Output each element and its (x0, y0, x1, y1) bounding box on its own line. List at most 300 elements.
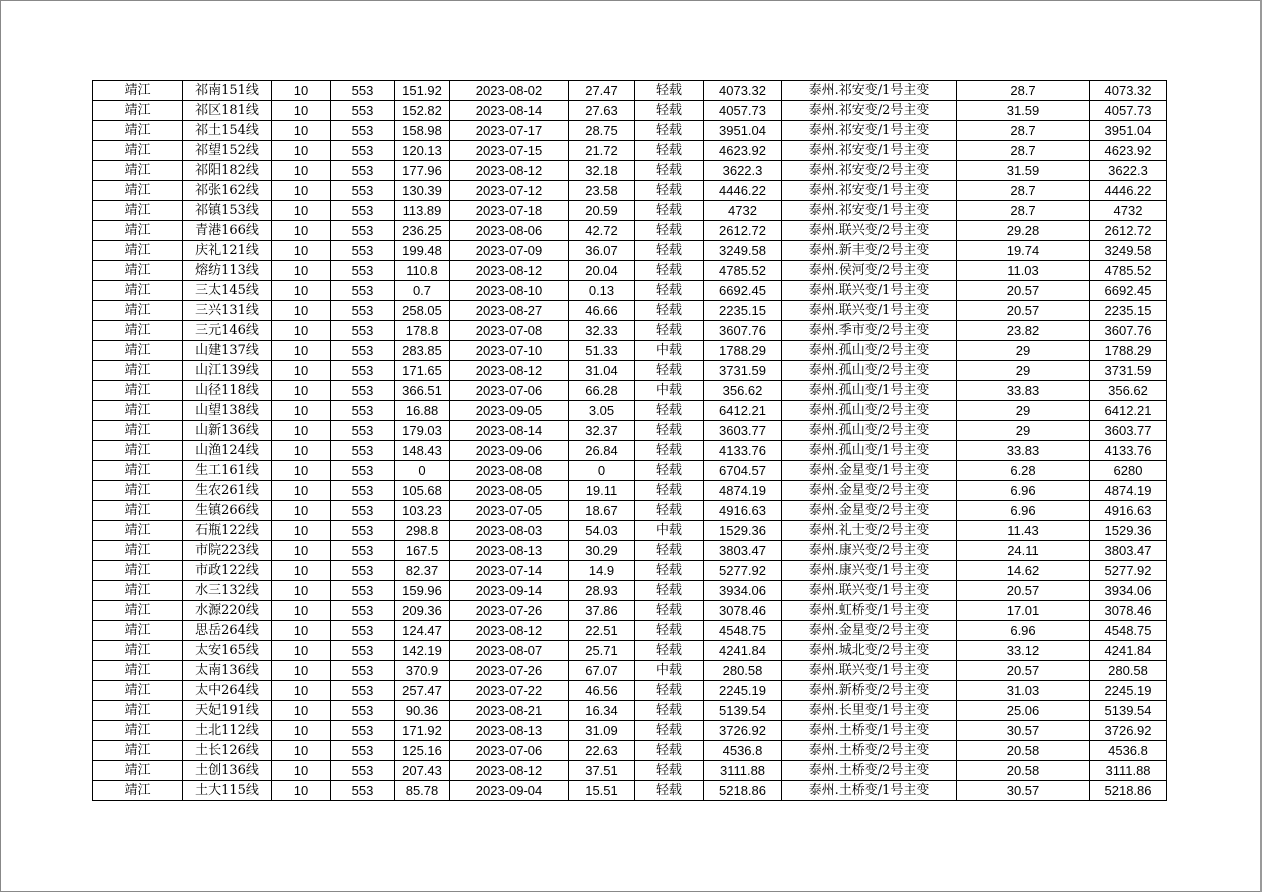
load-status-cell: 轻载 (635, 541, 704, 561)
load-status-cell: 中载 (635, 661, 704, 681)
district-cell: 靖江 (93, 101, 183, 121)
transformer-cell: 泰州.侯河变/2号主变 (782, 261, 957, 281)
load-cell: 207.43 (395, 761, 450, 781)
load-status-cell: 轻载 (635, 681, 704, 701)
open-capacity-cell: 3249.58 (1090, 241, 1167, 261)
available-capacity-cell: 3951.04 (704, 121, 782, 141)
transformer-rate-cell: 29 (957, 341, 1090, 361)
open-capacity-cell: 2245.19 (1090, 681, 1167, 701)
capacity-cell: 553 (331, 781, 395, 801)
line-name-cell: 石瓶122线 (183, 521, 272, 541)
transformer-rate-cell: 14.62 (957, 561, 1090, 581)
open-capacity-cell: 3603.77 (1090, 421, 1167, 441)
table-row (93, 781, 1167, 801)
rate-cell: 46.56 (569, 681, 635, 701)
district-cell: 靖江 (93, 381, 183, 401)
open-capacity-cell: 3951.04 (1090, 121, 1167, 141)
date-cell: 2023-08-13 (450, 541, 569, 561)
line-name-cell: 生工161线 (183, 461, 272, 481)
rate-cell: 25.71 (569, 641, 635, 661)
transformer-cell: 泰州.孤山变/2号主变 (782, 421, 957, 441)
transformer-rate-cell: 6.96 (957, 621, 1090, 641)
table-row (93, 601, 1167, 621)
transformer-rate-cell: 30.57 (957, 781, 1090, 801)
line-name-cell: 天妃191线 (183, 701, 272, 721)
open-capacity-cell: 2612.72 (1090, 221, 1167, 241)
capacity-cell: 553 (331, 601, 395, 621)
transformer-rate-cell: 30.57 (957, 721, 1090, 741)
load-status-cell: 轻载 (635, 141, 704, 161)
load-status-cell: 中载 (635, 521, 704, 541)
load-status-cell: 轻载 (635, 101, 704, 121)
transformer-cell: 泰州.土桥变/1号主变 (782, 781, 957, 801)
transformer-cell: 泰州.祁安变/1号主变 (782, 81, 957, 101)
table-row (93, 561, 1167, 581)
load-status-cell: 轻载 (635, 241, 704, 261)
district-cell: 靖江 (93, 401, 183, 421)
transformer-rate-cell: 33.12 (957, 641, 1090, 661)
available-capacity-cell: 2612.72 (704, 221, 782, 241)
table-row (93, 741, 1167, 761)
load-status-cell: 轻载 (635, 701, 704, 721)
transformer-cell: 泰州.孤山变/2号主变 (782, 401, 957, 421)
load-status-cell: 轻载 (635, 621, 704, 641)
load-status-cell: 轻载 (635, 421, 704, 441)
voltage-cell: 10 (272, 521, 331, 541)
transformer-cell: 泰州.新桥变/2号主变 (782, 681, 957, 701)
transformer-cell: 泰州.联兴变/1号主变 (782, 661, 957, 681)
available-capacity-cell: 4536.8 (704, 741, 782, 761)
capacity-cell: 553 (331, 261, 395, 281)
voltage-cell: 10 (272, 721, 331, 741)
transformer-cell: 泰州.康兴变/1号主变 (782, 561, 957, 581)
voltage-cell: 10 (272, 161, 331, 181)
rate-cell: 30.29 (569, 541, 635, 561)
date-cell: 2023-08-13 (450, 721, 569, 741)
open-capacity-cell: 4916.63 (1090, 501, 1167, 521)
available-capacity-cell: 4548.75 (704, 621, 782, 641)
line-name-cell: 市政122线 (183, 561, 272, 581)
rate-cell: 54.03 (569, 521, 635, 541)
date-cell: 2023-08-08 (450, 461, 569, 481)
rate-cell: 31.04 (569, 361, 635, 381)
rate-cell: 22.51 (569, 621, 635, 641)
open-capacity-cell: 1529.36 (1090, 521, 1167, 541)
capacity-cell: 553 (331, 361, 395, 381)
voltage-cell: 10 (272, 461, 331, 481)
open-capacity-cell: 4073.32 (1090, 81, 1167, 101)
transformer-rate-cell: 23.82 (957, 321, 1090, 341)
transformer-rate-cell: 20.57 (957, 281, 1090, 301)
line-name-cell: 市院223线 (183, 541, 272, 561)
table-row (93, 701, 1167, 721)
available-capacity-cell: 6412.21 (704, 401, 782, 421)
voltage-cell: 10 (272, 321, 331, 341)
line-name-cell: 山建137线 (183, 341, 272, 361)
district-cell: 靖江 (93, 201, 183, 221)
rate-cell: 66.28 (569, 381, 635, 401)
load-cell: 105.68 (395, 481, 450, 501)
transformer-cell: 泰州.金星变/2号主变 (782, 501, 957, 521)
capacity-cell: 553 (331, 181, 395, 201)
open-capacity-cell: 3607.76 (1090, 321, 1167, 341)
transformer-rate-cell: 28.7 (957, 121, 1090, 141)
transformer-cell: 泰州.祁安变/1号主变 (782, 121, 957, 141)
rate-cell: 22.63 (569, 741, 635, 761)
table-row (93, 501, 1167, 521)
line-name-cell: 三兴131线 (183, 301, 272, 321)
voltage-cell: 10 (272, 361, 331, 381)
voltage-cell: 10 (272, 101, 331, 121)
voltage-cell: 10 (272, 121, 331, 141)
load-status-cell: 轻载 (635, 201, 704, 221)
transformer-rate-cell: 33.83 (957, 441, 1090, 461)
available-capacity-cell: 4057.73 (704, 101, 782, 121)
available-capacity-cell: 3726.92 (704, 721, 782, 741)
data-table (92, 80, 1167, 801)
transformer-rate-cell: 6.28 (957, 461, 1090, 481)
load-status-cell: 轻载 (635, 601, 704, 621)
transformer-rate-cell: 20.58 (957, 741, 1090, 761)
load-cell: 258.05 (395, 301, 450, 321)
available-capacity-cell: 4133.76 (704, 441, 782, 461)
load-status-cell: 轻载 (635, 581, 704, 601)
transformer-rate-cell: 33.83 (957, 381, 1090, 401)
voltage-cell: 10 (272, 221, 331, 241)
open-capacity-cell: 4785.52 (1090, 261, 1167, 281)
transformer-rate-cell: 31.59 (957, 161, 1090, 181)
rate-cell: 27.63 (569, 101, 635, 121)
transformer-rate-cell: 25.06 (957, 701, 1090, 721)
load-cell: 110.8 (395, 261, 450, 281)
rate-cell: 27.47 (569, 81, 635, 101)
district-cell: 靖江 (93, 761, 183, 781)
table-row (93, 221, 1167, 241)
open-capacity-cell: 280.58 (1090, 661, 1167, 681)
line-name-cell: 山望138线 (183, 401, 272, 421)
transformer-cell: 泰州.祁安变/1号主变 (782, 181, 957, 201)
rate-cell: 36.07 (569, 241, 635, 261)
date-cell: 2023-08-06 (450, 221, 569, 241)
rate-cell: 14.9 (569, 561, 635, 581)
table-row (93, 261, 1167, 281)
available-capacity-cell: 2235.15 (704, 301, 782, 321)
district-cell: 靖江 (93, 441, 183, 461)
load-cell: 130.39 (395, 181, 450, 201)
voltage-cell: 10 (272, 261, 331, 281)
date-cell: 2023-08-12 (450, 361, 569, 381)
transformer-rate-cell: 11.43 (957, 521, 1090, 541)
open-capacity-cell: 3726.92 (1090, 721, 1167, 741)
line-name-cell: 思岳264线 (183, 621, 272, 641)
district-cell: 靖江 (93, 421, 183, 441)
load-status-cell: 轻载 (635, 281, 704, 301)
available-capacity-cell: 4732 (704, 201, 782, 221)
table-row (93, 121, 1167, 141)
transformer-cell: 泰州.祁安变/2号主变 (782, 101, 957, 121)
open-capacity-cell: 4241.84 (1090, 641, 1167, 661)
capacity-cell: 553 (331, 201, 395, 221)
transformer-rate-cell: 24.11 (957, 541, 1090, 561)
district-cell: 靖江 (93, 361, 183, 381)
capacity-cell: 553 (331, 441, 395, 461)
rate-cell: 46.66 (569, 301, 635, 321)
date-cell: 2023-08-12 (450, 761, 569, 781)
transformer-rate-cell: 6.96 (957, 481, 1090, 501)
voltage-cell: 10 (272, 741, 331, 761)
load-status-cell: 轻载 (635, 461, 704, 481)
available-capacity-cell: 4874.19 (704, 481, 782, 501)
load-cell: 199.48 (395, 241, 450, 261)
transformer-rate-cell: 28.7 (957, 201, 1090, 221)
available-capacity-cell: 3603.77 (704, 421, 782, 441)
table-row (93, 721, 1167, 741)
load-status-cell: 轻载 (635, 761, 704, 781)
date-cell: 2023-08-14 (450, 421, 569, 441)
load-cell: 151.92 (395, 81, 450, 101)
line-name-cell: 水源220线 (183, 601, 272, 621)
open-capacity-cell: 3622.3 (1090, 161, 1167, 181)
transformer-rate-cell: 19.74 (957, 241, 1090, 261)
rate-cell: 67.07 (569, 661, 635, 681)
open-capacity-cell: 4874.19 (1090, 481, 1167, 501)
voltage-cell: 10 (272, 81, 331, 101)
voltage-cell: 10 (272, 781, 331, 801)
capacity-cell: 553 (331, 641, 395, 661)
capacity-cell: 553 (331, 241, 395, 261)
date-cell: 2023-08-12 (450, 621, 569, 641)
voltage-cell: 10 (272, 181, 331, 201)
transformer-rate-cell: 28.7 (957, 181, 1090, 201)
line-name-cell: 庆礼121线 (183, 241, 272, 261)
load-status-cell: 轻载 (635, 161, 704, 181)
capacity-cell: 553 (331, 701, 395, 721)
open-capacity-cell: 6280 (1090, 461, 1167, 481)
district-cell: 靖江 (93, 741, 183, 761)
available-capacity-cell: 3111.88 (704, 761, 782, 781)
transformer-rate-cell: 6.96 (957, 501, 1090, 521)
date-cell: 2023-07-17 (450, 121, 569, 141)
district-cell: 靖江 (93, 641, 183, 661)
open-capacity-cell: 3934.06 (1090, 581, 1167, 601)
available-capacity-cell: 5277.92 (704, 561, 782, 581)
load-cell: 85.78 (395, 781, 450, 801)
load-cell: 124.47 (395, 621, 450, 641)
voltage-cell: 10 (272, 581, 331, 601)
table-row (93, 461, 1167, 481)
date-cell: 2023-07-06 (450, 741, 569, 761)
available-capacity-cell: 4623.92 (704, 141, 782, 161)
date-cell: 2023-09-14 (450, 581, 569, 601)
load-cell: 90.36 (395, 701, 450, 721)
voltage-cell: 10 (272, 201, 331, 221)
open-capacity-cell: 6692.45 (1090, 281, 1167, 301)
voltage-cell: 10 (272, 301, 331, 321)
load-status-cell: 轻载 (635, 121, 704, 141)
load-status-cell: 轻载 (635, 81, 704, 101)
available-capacity-cell: 6704.57 (704, 461, 782, 481)
district-cell: 靖江 (93, 661, 183, 681)
table-row (93, 541, 1167, 561)
load-cell: 179.03 (395, 421, 450, 441)
transformer-rate-cell: 31.59 (957, 101, 1090, 121)
load-cell: 158.98 (395, 121, 450, 141)
line-name-cell: 祁张162线 (183, 181, 272, 201)
line-name-cell: 山径118线 (183, 381, 272, 401)
open-capacity-cell: 1788.29 (1090, 341, 1167, 361)
capacity-cell: 553 (331, 481, 395, 501)
load-cell: 16.88 (395, 401, 450, 421)
load-cell: 209.36 (395, 601, 450, 621)
line-name-cell: 土创136线 (183, 761, 272, 781)
capacity-cell: 553 (331, 401, 395, 421)
load-cell: 125.16 (395, 741, 450, 761)
transformer-cell: 泰州.新丰变/2号主变 (782, 241, 957, 261)
transformer-cell: 泰州.土桥变/1号主变 (782, 721, 957, 741)
voltage-cell: 10 (272, 441, 331, 461)
table-row (93, 141, 1167, 161)
available-capacity-cell: 3803.47 (704, 541, 782, 561)
rate-cell: 32.37 (569, 421, 635, 441)
available-capacity-cell: 3078.46 (704, 601, 782, 621)
load-cell: 120.13 (395, 141, 450, 161)
transformer-cell: 泰州.金星变/1号主变 (782, 461, 957, 481)
rate-cell: 21.72 (569, 141, 635, 161)
load-status-cell: 轻载 (635, 441, 704, 461)
district-cell: 靖江 (93, 161, 183, 181)
available-capacity-cell: 280.58 (704, 661, 782, 681)
date-cell: 2023-09-05 (450, 401, 569, 421)
rate-cell: 31.09 (569, 721, 635, 741)
line-name-cell: 青港166线 (183, 221, 272, 241)
capacity-cell: 553 (331, 161, 395, 181)
rate-cell: 3.05 (569, 401, 635, 421)
line-name-cell: 水三132线 (183, 581, 272, 601)
district-cell: 靖江 (93, 121, 183, 141)
load-cell: 159.96 (395, 581, 450, 601)
district-cell: 靖江 (93, 301, 183, 321)
available-capacity-cell: 3607.76 (704, 321, 782, 341)
capacity-cell: 553 (331, 521, 395, 541)
capacity-cell: 553 (331, 381, 395, 401)
transformer-cell: 泰州.康兴变/2号主变 (782, 541, 957, 561)
date-cell: 2023-08-02 (450, 81, 569, 101)
load-status-cell: 轻载 (635, 721, 704, 741)
load-cell: 152.82 (395, 101, 450, 121)
capacity-cell: 553 (331, 761, 395, 781)
open-capacity-cell: 4548.75 (1090, 621, 1167, 641)
open-capacity-cell: 4057.73 (1090, 101, 1167, 121)
load-status-cell: 轻载 (635, 401, 704, 421)
table-row (93, 581, 1167, 601)
rate-cell: 26.84 (569, 441, 635, 461)
date-cell: 2023-08-07 (450, 641, 569, 661)
available-capacity-cell: 1788.29 (704, 341, 782, 361)
voltage-cell: 10 (272, 701, 331, 721)
date-cell: 2023-08-14 (450, 101, 569, 121)
load-cell: 366.51 (395, 381, 450, 401)
line-name-cell: 土大115线 (183, 781, 272, 801)
voltage-cell: 10 (272, 541, 331, 561)
open-capacity-cell: 3078.46 (1090, 601, 1167, 621)
rate-cell: 16.34 (569, 701, 635, 721)
capacity-cell: 553 (331, 101, 395, 121)
transformer-cell: 泰州.联兴变/2号主变 (782, 221, 957, 241)
open-capacity-cell: 5139.54 (1090, 701, 1167, 721)
transformer-cell: 泰州.祁安变/1号主变 (782, 201, 957, 221)
transformer-rate-cell: 20.57 (957, 301, 1090, 321)
load-status-cell: 轻载 (635, 501, 704, 521)
district-cell: 靖江 (93, 501, 183, 521)
table-row (93, 241, 1167, 261)
date-cell: 2023-08-05 (450, 481, 569, 501)
line-name-cell: 祁区181线 (183, 101, 272, 121)
transformer-rate-cell: 20.58 (957, 761, 1090, 781)
available-capacity-cell: 4073.32 (704, 81, 782, 101)
capacity-cell: 553 (331, 281, 395, 301)
table-row (93, 381, 1167, 401)
line-name-cell: 土长126线 (183, 741, 272, 761)
transformer-rate-cell: 20.57 (957, 581, 1090, 601)
load-status-cell: 轻载 (635, 361, 704, 381)
load-cell: 103.23 (395, 501, 450, 521)
capacity-cell: 553 (331, 341, 395, 361)
rate-cell: 18.67 (569, 501, 635, 521)
load-cell: 167.5 (395, 541, 450, 561)
capacity-cell: 553 (331, 321, 395, 341)
transformer-cell: 泰州.祁安变/2号主变 (782, 161, 957, 181)
available-capacity-cell: 3731.59 (704, 361, 782, 381)
load-cell: 177.96 (395, 161, 450, 181)
voltage-cell: 10 (272, 481, 331, 501)
capacity-cell: 553 (331, 621, 395, 641)
line-name-cell: 太安165线 (183, 641, 272, 661)
district-cell: 靖江 (93, 261, 183, 281)
transformer-cell: 泰州.孤山变/2号主变 (782, 361, 957, 381)
load-cell: 142.19 (395, 641, 450, 661)
load-cell: 113.89 (395, 201, 450, 221)
transformer-cell: 泰州.金星变/2号主变 (782, 621, 957, 641)
load-cell: 257.47 (395, 681, 450, 701)
voltage-cell: 10 (272, 641, 331, 661)
voltage-cell: 10 (272, 281, 331, 301)
transformer-cell: 泰州.联兴变/1号主变 (782, 301, 957, 321)
load-status-cell: 中载 (635, 381, 704, 401)
load-cell: 283.85 (395, 341, 450, 361)
table-row (93, 641, 1167, 661)
load-cell: 370.9 (395, 661, 450, 681)
load-status-cell: 轻载 (635, 781, 704, 801)
line-name-cell: 祁土154线 (183, 121, 272, 141)
district-cell: 靖江 (93, 781, 183, 801)
transformer-cell: 泰州.金星变/2号主变 (782, 481, 957, 501)
load-status-cell: 中载 (635, 341, 704, 361)
capacity-cell: 553 (331, 301, 395, 321)
capacity-cell: 553 (331, 581, 395, 601)
line-name-cell: 山江139线 (183, 361, 272, 381)
load-status-cell: 轻载 (635, 741, 704, 761)
open-capacity-cell: 3731.59 (1090, 361, 1167, 381)
load-cell: 171.65 (395, 361, 450, 381)
date-cell: 2023-08-03 (450, 521, 569, 541)
capacity-cell: 553 (331, 681, 395, 701)
date-cell: 2023-07-15 (450, 141, 569, 161)
rate-cell: 0.13 (569, 281, 635, 301)
table-row (93, 161, 1167, 181)
voltage-cell: 10 (272, 561, 331, 581)
rate-cell: 28.93 (569, 581, 635, 601)
available-capacity-cell: 4241.84 (704, 641, 782, 661)
